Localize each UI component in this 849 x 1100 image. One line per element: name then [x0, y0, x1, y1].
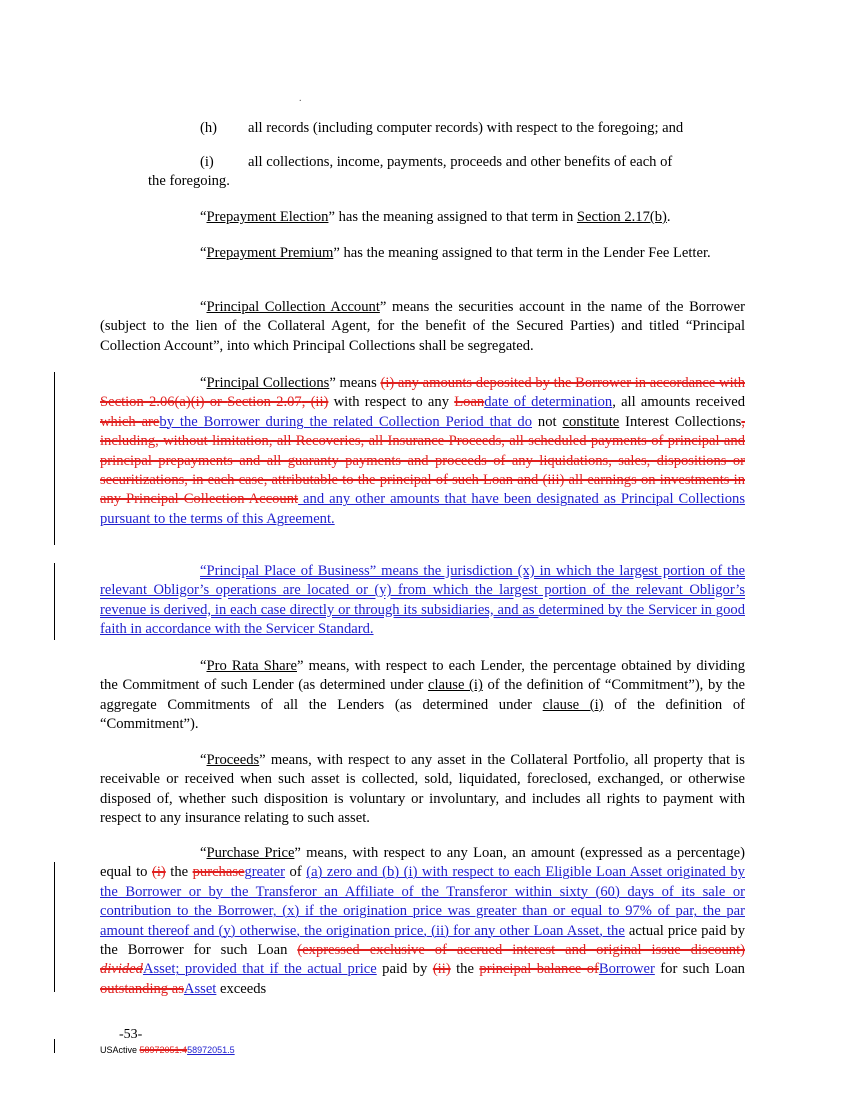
definition-principal-collection-account: “Principal Collection Account” means the securities account in the name of the Borrower (subject to the lien of the Collateral Agent, for the benefit of the Secured Parties) and titled “Principal Collection Account”, into which Principal Collections shall be segregated. [100, 299, 745, 354]
text: means, with respect to any Loan, an amount (expressed as a percentage) equal to [100, 845, 745, 881]
text: actual price paid by the Borrower for such Loan [100, 922, 745, 959]
deleted-text: principal balance of [479, 961, 599, 978]
list-text-h: all records (including computer records) with respect to the foregoing; and [248, 120, 684, 136]
inserted-text: greater [244, 864, 286, 881]
change-bar [54, 372, 55, 545]
definition-pro-rata-share: “Pro Rata Share” means, with respect to each Lender, the percentage obtained by dividing the Commitment of such Lender (as determined under clause (i) of the definition of “Commitment”), by the aggregate Commitments of all the Lenders (as determined under clause (i) of the definition of “Commitment”). [100, 658, 745, 733]
text: paid by [376, 961, 433, 978]
deleted-text: divided [100, 961, 143, 978]
term-principal-collection-account: Principal Collection Account [206, 299, 380, 315]
punct: . [666, 209, 671, 225]
definition-proceeds: “Proceeds” means, with respect to any asset in the Collateral Portfolio, all property that is receivable or received when such asset is collected, sold, liquidated, foreclosed, exchanged, or otherwise disposed of, whether such disposition is voluntary or involuntary, and includes all rights to payment with respect to any insurance relating to such asset. [100, 752, 745, 827]
text: Interest Collections [619, 413, 742, 430]
text: the [450, 961, 480, 978]
list-label-i: (i) [200, 154, 214, 170]
change-bar [54, 563, 55, 640]
text: of the definition of “Commitment”). [100, 696, 745, 733]
underlined-text: constitute [562, 413, 620, 430]
definition-prepayment-election: “Prepayment Election” has the meaning assigned to that term in Section 2.17(b). [200, 209, 671, 225]
term-proceeds: Proceeds [206, 752, 260, 768]
term-prepayment-premium: Prepayment Premium [206, 245, 334, 261]
deleted-text: (i) any amounts deposited by the Borrower in accordance with [380, 375, 745, 391]
term-purchase-price: Purchase Price [206, 845, 295, 861]
inserted-text: Asset [183, 980, 217, 997]
deleted-text: , (ii) [301, 394, 329, 411]
inserted-text: determined by the Servicer in good faith in accordance with the Servicer Standard. [100, 601, 745, 638]
definition-purchase-price: “Purchase Price” means, with respect to any Loan, an amount (expressed as a percentage) equal to (i) the purchasegreater of (a) zero and (b) (i) with respect to each Eligible Loan Asset originated by the Borrower or by the Transferor an Affiliate of the Transferor within sixty (60) days of its sale or contribution to the Borrower, (x) if the origination price was greater than or equal to 97% of par, the par amount thereof and (y) otherwise, the origination price, (ii) for any other Loan Asset, the actual price paid by the Borrower for such Loan (expressed exclusive of accrued interest and original issue discount) dividedAsset; provided that if the actual price paid by (ii) the principal balance ofBorrower for such Loan outstanding asAsset exceeds [100, 845, 745, 997]
inserted-text: “Principal Place of Business” means the jurisdiction (x) in which the largest portion of the relevant Obligor’s operations are located or (y) from which the largest portion of the relevant Obligor’s revenue is derived, in each case directly or through its subsidiaries, and as [100, 563, 745, 618]
deleted-text: Loan [454, 394, 485, 411]
term-pro-rata-share: Pro Rata Share [206, 658, 297, 674]
old-doc-id: 58972051.4 [139, 1045, 188, 1055]
clause-ref[interactable]: clause (i) [542, 696, 604, 713]
footer-doc-id [100, 1045, 235, 1055]
definition-text: has the meaning assigned to that term in [334, 209, 577, 225]
inserted-text: and any other amounts that have been designated as Principal Collections pursuant to the terms of this Agreement. [100, 491, 745, 527]
list-item-i [100, 153, 745, 192]
text: exceeds [216, 980, 267, 997]
list-label-h: (h) [200, 120, 218, 136]
definition-text: means, with respect to any asset in the Collateral Portfolio, all property that is receivable or received when such asset is collected, sold, liquidated, foreclosed, exchanged, or otherwise disposed of, whether such disposition is voluntary or involuntary, and includes all rights to payment with respect to any insurance relating to such asset. [100, 752, 745, 827]
text: means, with respect to each Lender, the percentage obtained by dividing the Commitment of such Lender (as determined under [100, 658, 745, 694]
deleted-text: (i) [151, 864, 166, 881]
list-item-h [100, 119, 745, 138]
definition-principal-collections: “Principal Collections” means (i) any amounts deposited by the Borrower in accordance with Section 2.06(a)(i) or Section 2.07, (ii) with respect to any Loandate of determination, all amounts received which areby the Borrower during the related Collection Period that do not constitute Interest Collections, including, without limitation, all Recoveries, all Insurance Proceeds, all scheduled payments of principal and principal prepayments and all guaranty payments and proceeds of any liquidations, sales, dispositions or securitizations, in each case, attributable to the principal of such Loan and (iii) all earnings on investments in any Principal Collection Account and any other amounts that have been designated as Principal Collections pursuant to the terms of this Agreement. [100, 375, 745, 527]
inserted-text: (a) zero and (b) (i) with respect to each Eligible Loan Asset originated by the Borrower or by the Transferor an Affiliate of the Transferor within sixty (60) days of its sale or contribution to the Borrower, (x) if the origination price was greater than or equal to 97% of par, the par amount thereof and (y) otherwise, the origination price, (ii) for any other Loan Asset, the [100, 864, 745, 939]
definition-text: means the securities account in the name of the Borrower (subject to the lien of the Collateral Agent, for the benefit of the Secured Parties) and titled “Principal Collection Account”, into which Principal Collections shall be segregated. [100, 299, 745, 354]
term-principal-collections: Principal Collections [206, 375, 330, 391]
inserted-text: date of determination [484, 394, 613, 411]
text: for such Loan [654, 961, 745, 978]
definition-text: has the meaning assigned to that term in the Lender Fee Letter. [339, 245, 711, 261]
change-bar [54, 862, 55, 992]
text: not [532, 413, 563, 430]
term-prepayment-election: Prepayment Election [206, 209, 329, 225]
clause-ref[interactable]: clause (i) [427, 677, 483, 694]
deleted-text: or [204, 394, 228, 411]
inserted-text: Asset; provided that if the actual price [142, 961, 377, 978]
list-text-i-2: the foregoing. [148, 173, 230, 190]
text: the [165, 864, 193, 881]
deleted-text: Section 2.06(a)(i) [100, 394, 205, 411]
section-ref-2-17b[interactable]: Section 2.17(b) [576, 209, 667, 225]
change-bar [54, 1039, 55, 1053]
deleted-text: purchase [192, 864, 245, 881]
deleted-text: (ii) [432, 961, 451, 978]
definition-prepayment-premium: “Prepayment Premium” has the meaning assigned to that term in the Lender Fee Letter. [200, 245, 711, 261]
text: of [285, 864, 307, 881]
new-doc-id: 58972051.5 [187, 1045, 235, 1055]
text: with respect to any [328, 394, 455, 411]
dot-mark: . [299, 93, 302, 104]
deleted-text: outstanding as [100, 980, 184, 997]
inserted-text: Borrower [598, 961, 655, 978]
inserted-text: by the Borrower during the related Collection Period that do [159, 413, 533, 430]
deleted-text: , including, without limitation, all Recoveries, all Insurance Proceeds, all scheduled payments of principal and principal prepayments and all guaranty payments and proceeds of any liquidations, sales, dispositions or securitizations, in each case, attributable to the principal of such Loan and (iii) all earnings on investments in any Principal Collection Account [100, 413, 745, 508]
deleted-text: which are [100, 413, 160, 430]
deleted-text: Section 2.07 [227, 394, 302, 411]
list-text-i-1: all collections, income, payments, proceeds and other benefits of each of [248, 154, 673, 170]
deleted-text: (expressed exclusive of accrued interest and original issue discount) [297, 942, 745, 959]
page-number: -53- [119, 1027, 143, 1042]
text: means [335, 375, 381, 391]
doc-prefix: USActive [100, 1045, 140, 1055]
definition-principal-place-of-business [100, 562, 745, 640]
text: , all amounts received [612, 394, 745, 411]
text: of the definition of “Commitment”), by the aggregate Commitments of all the Lenders (as determined under [100, 677, 745, 713]
